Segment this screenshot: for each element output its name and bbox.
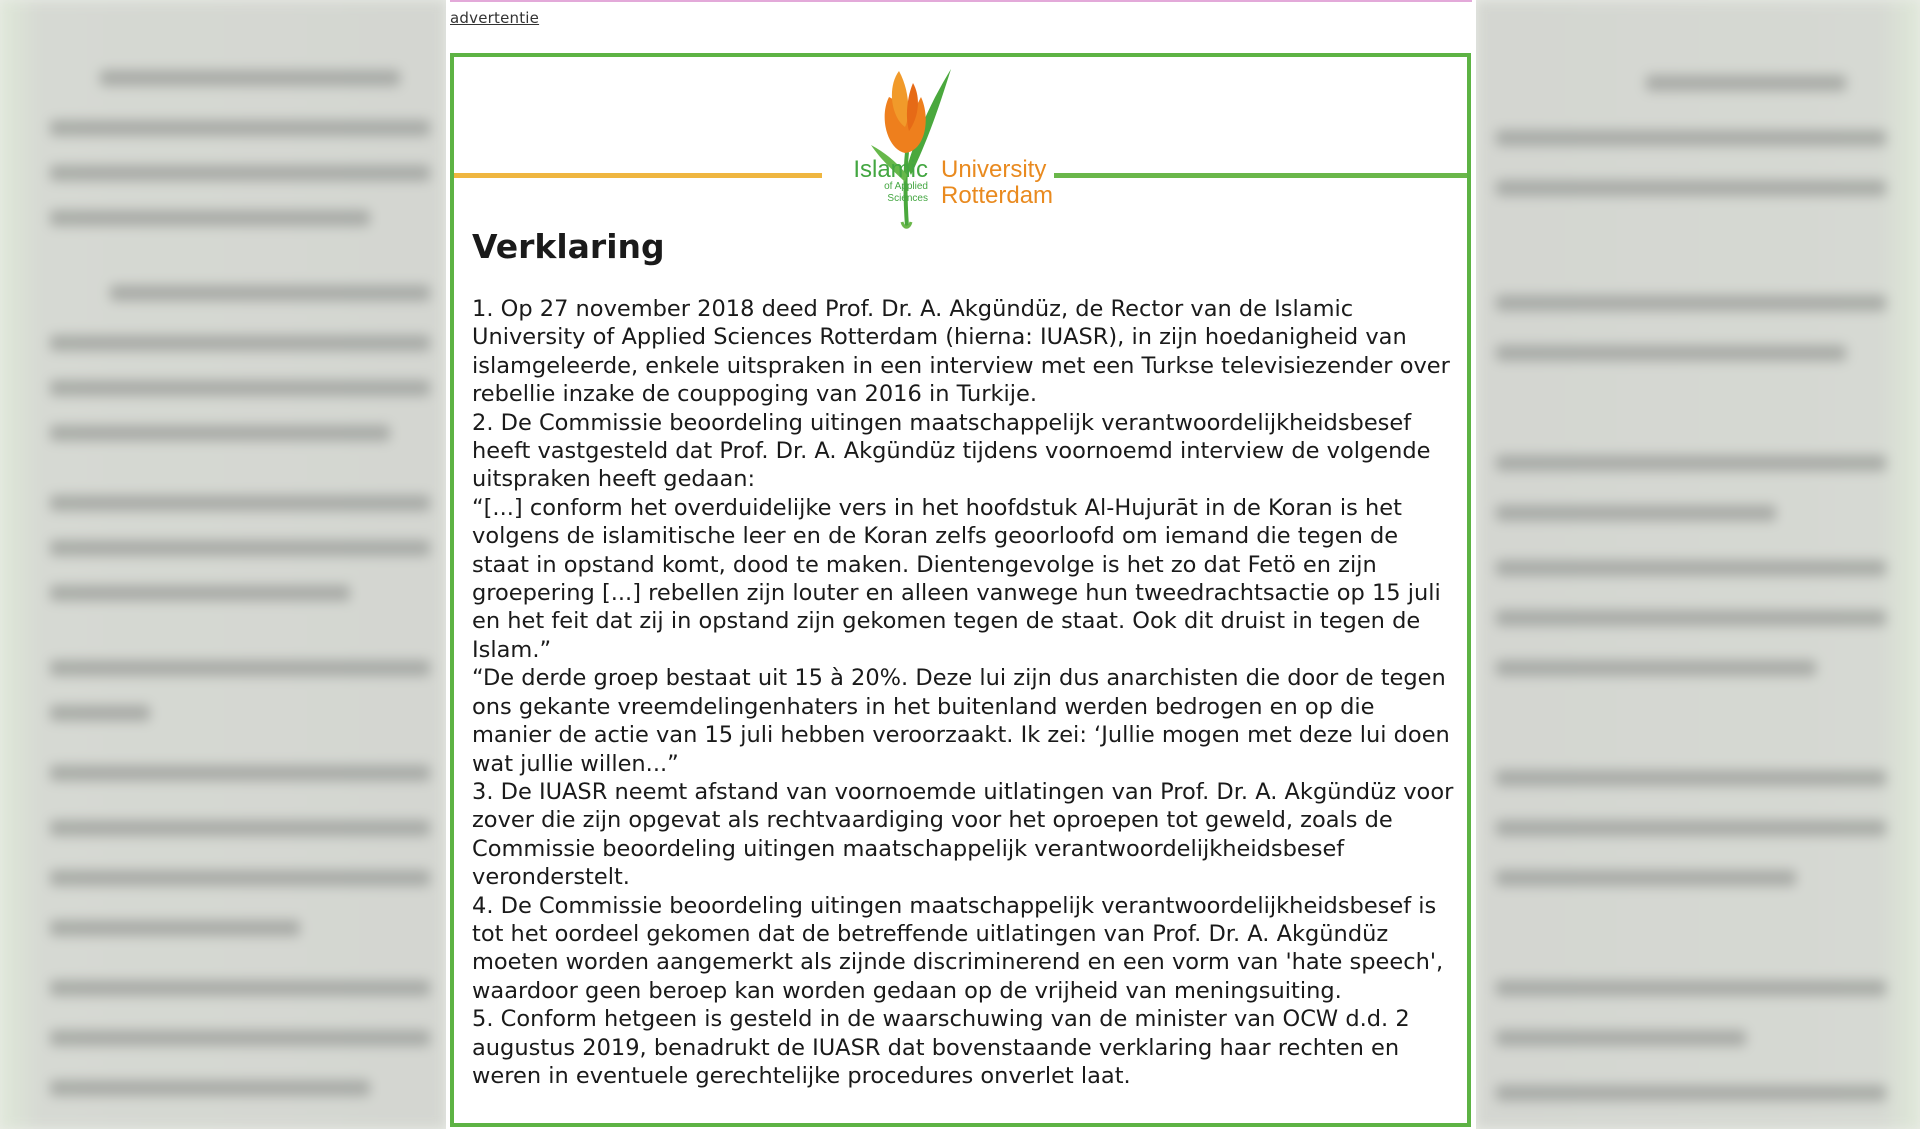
iuasr-logo	[454, 57, 1467, 227]
blurred-background-right	[1476, 0, 1920, 1129]
paragraph-2: 2. De Commissie beoordeling uitingen maatschappelijk verantwoordelijkheidsbesef heeft vastgesteld dat Prof. Dr. A. Akgündüz tijdens voornoemd interview de volgende uitspraken heeft gedaan:	[472, 409, 1431, 493]
logo-word-rotterdam: Rotterdam	[941, 182, 1054, 209]
statement-title: Verklaring	[472, 227, 665, 266]
blurred-background-left	[0, 0, 446, 1129]
quote-2: “De derde groep bestaat uit 15 à 20%. Deze lui zijn dus anarchisten die door de tegen ons gekante vreemdelingenhaters in het buitenland werden bedrogen en op die manier de actie van 15 juli hebben veroorzaakt. Ik zei: ‘Jullie mogen met deze lui doen wat jullie willen...”	[472, 665, 1450, 777]
top-divider	[450, 0, 1472, 2]
statement-body	[472, 295, 1457, 1090]
logo-sub-line-1: of Applied	[884, 181, 928, 192]
logo-sub-line-2: Sciences	[887, 193, 928, 204]
logo-text-university-rotterdam	[941, 157, 1053, 209]
newspaper-column	[446, 0, 1476, 1129]
logo-word-university: University	[941, 156, 1047, 183]
paragraph-3: 3. De IUASR neemt afstand van voornoemde uitlatingen van Prof. Dr. A. Akgündüz voor zover die zijn opgevat als rechtvaardiging voor het oproepen tot geweld, zoals de Commissie beoordeling uitingen maatschappelijk verantwoordelijkheidsbesef veronderstelt.	[472, 778, 1454, 891]
logo-green-line	[1054, 173, 1467, 178]
logo-text-islamic: Islamic	[853, 156, 928, 183]
logo-text-applied-sciences	[828, 181, 928, 205]
quote-1: “[...] conform het overduidelijke vers in het hoofdstuk Al-Hujurāt in de Koran is het volgens de islamitische leer en de Koran zelfs geoorloofd om iemand die tegen de staat in opstand komt, dood te maken. Dientengevolge is het zo dat Fetö en zijn groepering [...] rebellen zijn louter en alleen vanwege hun tweedrachtsactie op 15 juli en het feit dat zij in opstand zijn gekomen tegen de staat. Ook dit druist in tegen de Islam.”	[472, 494, 1441, 663]
advertisement-box	[450, 53, 1471, 1127]
paragraph-4: 4. De Commissie beoordeling uitingen maatschappelijk verantwoordelijkheidsbesef is tot het oordeel gekomen dat de betreffende uitlatingen van Prof. Dr. A. Akgündüz moeten worden aangemerkt als zijnde discriminerend en een vorm van 'hate speech', waardoor geen beroep kan worden gedaan op de vrijheid van meningsuiting.	[472, 892, 1444, 1004]
advertentie-link[interactable]: advertentie	[450, 9, 540, 27]
paragraph-5: 5. Conform hetgeen is gesteld in de waarschuwing van de minister van OCW d.d. 2 augustus 2019, benadrukt de IUASR dat bovenstaande verklaring haar rechten en weren in eventuele gerechtelijke procedures onverlet laat.	[472, 1006, 1410, 1089]
paragraph-1: 1. Op 27 november 2018 deed Prof. Dr. A. Akgündüz, de Rector van de Islamic University of Applied Sciences Rotterdam (hierna: IUASR), in zijn hoedanigheid van islamgeleerde, enkele uitspraken in een interview met een Turkse televisiezender over rebellie inzake de couppoging van 2016 in Turkije.	[472, 296, 1450, 408]
logo-orange-line	[454, 173, 822, 178]
